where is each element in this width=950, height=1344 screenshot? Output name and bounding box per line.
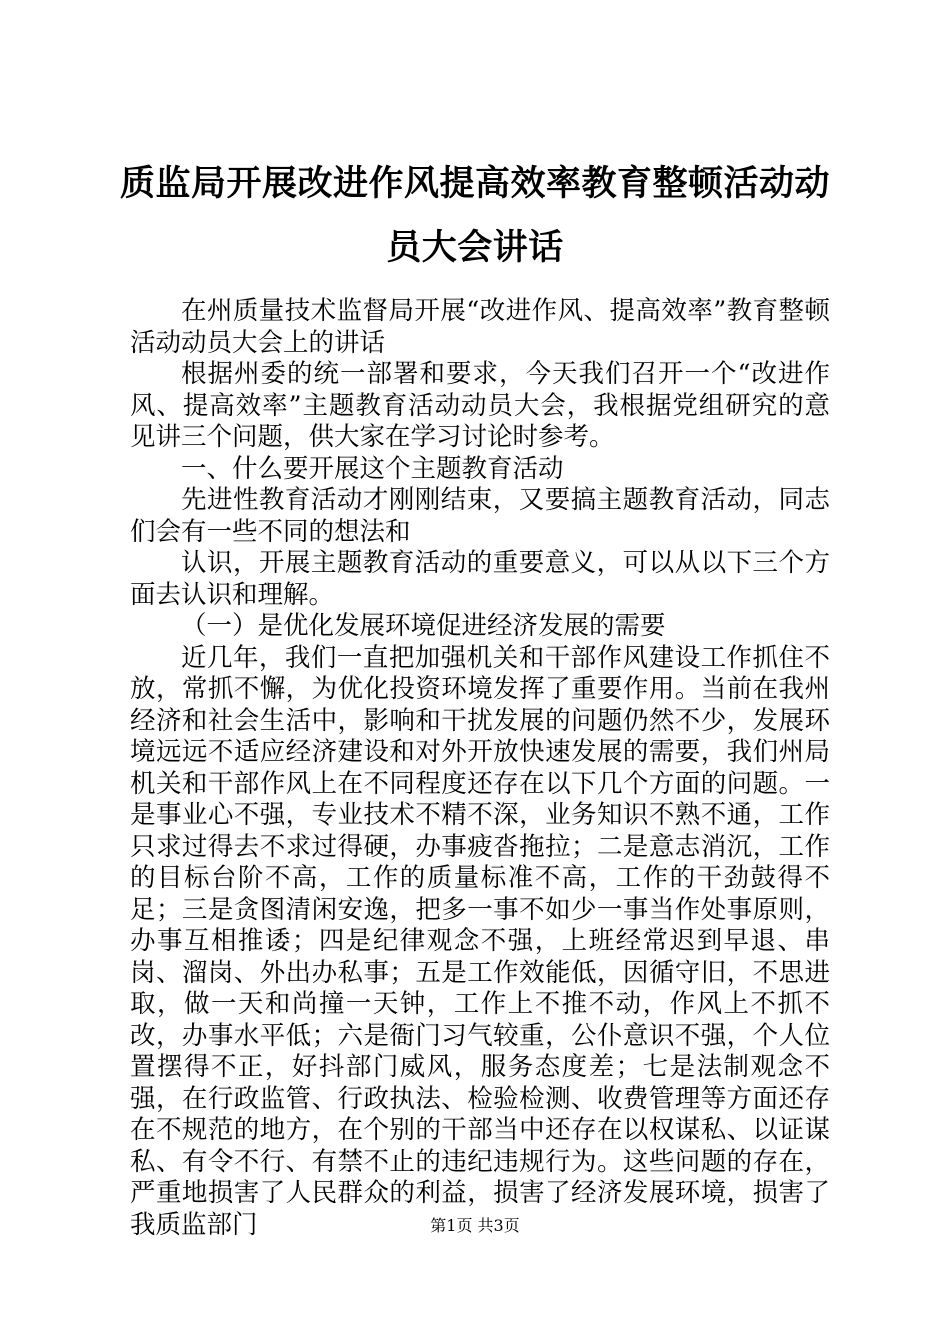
section-heading-1: 一、什么要开展这个主题教育活动	[181, 453, 564, 484]
document-body	[130, 296, 830, 1241]
paragraph: 认识，开展主题教育活动的重要意义，可以从以下三个方面去认识和理解。	[130, 548, 830, 610]
paragraph: 先进性教育活动才刚刚结束，又要搞主题教育活动，同志们会有一些不同的想法和	[130, 485, 830, 547]
paragraph-subtitle: 在州质量技术监督局开展“改进作风、提高效率”教育整顿活动动员大会上的讲话	[130, 296, 830, 358]
subsection-heading-1: （一）是优化发展环境促进经济发展的需要	[181, 611, 666, 641]
page-number-footer: 第1页 共3页	[430, 1216, 520, 1235]
document-title: 质监局开展改进作风提高效率教育整顿活动动员大会讲话	[119, 163, 830, 268]
paragraph: 近几年，我们一直把加强机关和干部作风建设工作抓住不放，常抓不懈，为优化投资环境发挥了重要作用。当前在我州经济和社会生活中，影响和干扰发展的问题仍然不少，发展环境远远不适应经济建设和对外开放快速发展的需要，我们州局机关和干部作风上在不同程度还存在以下几个方面的问题。一是事业心不强，专业技术不精不深，业务知识不熟不通，工作只求过得去不求过得硬，办事疲沓拖拉；二是意志消沉，工作的目标台阶不高，工作的质量标准不高，工作的干劲鼓得不足；三是贪图清闲安逸，把多一事不如少一事当作处事原则，办事互相推诿；四是纪律观念不强，上班经常迟到早退、串岗、溜岗、外出办私事；五是工作效能低，因循守旧，不思进取，做一天和尚撞一天钟，工作上不推不动，作风上不抓不改，办事水平低；六是衙门习气较重，公仆意识不强，个人位置摆得不正，好抖部门威风，服务态度差；七是法制观念不强，在行政监管、行政执法、检验检测、收费管理等方面还存在不规范的地方，在个别的干部当中还存在以权谋私、以证谋私、有令不行、有禁不止的违纪违规行为。这些问题的存在，严重地损害了人民群众的利益，损害了经济发展环境，损害了我质监部门	[130, 642, 830, 1240]
paragraph-intro: 根据州委的统一部署和要求，今天我们召开一个“改进作风、提高效率”主题教育活动动员大会，我根据党组研究的意见讲三个问题，供大家在学习讨论时参考。	[130, 359, 830, 452]
